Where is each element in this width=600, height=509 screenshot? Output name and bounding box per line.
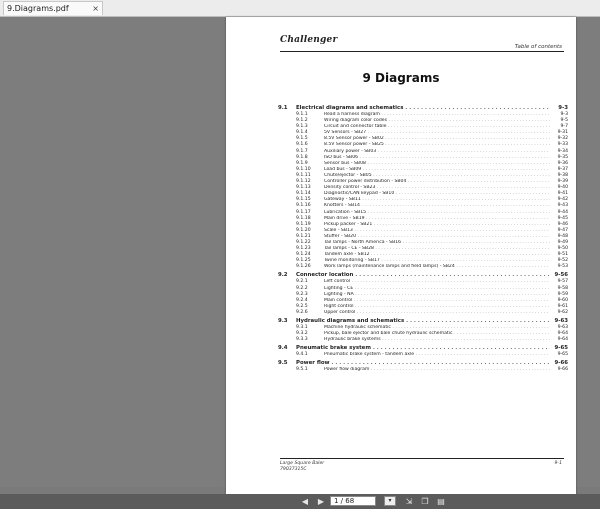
toc-title: Auxiliary power - SB03 . . . [324,149,550,155]
document-viewer[interactable] [0,17,600,487]
toc-title: 8.5V Sensor power - SB25 . . . [324,142,550,148]
toc-page: 9-53 [557,264,568,270]
toc-page: 9-49 [557,239,568,245]
toc-title: Sensor bus - SB08 . . . [324,161,550,167]
toc-section-row[interactable] [278,270,570,279]
toc-page: 9-3 [560,112,568,117]
fit-page-icon[interactable]: ⇲ [405,497,413,506]
toc-page: 9-44 [557,209,568,215]
toc-section-row[interactable] [278,343,570,352]
toc-page: 9-35 [557,154,568,160]
toc-number: 9.1.3 [296,124,308,130]
toc-page: 9-59 [557,291,568,297]
toc-page: 9-64 [557,331,568,337]
toc-number: 9.5.1 [296,367,308,373]
toc-title: Right control . . . [324,304,550,310]
toc-number: 9.4.1 [296,352,308,358]
toc-title: Hydraulic brake systems . . . [324,337,550,343]
pdf-page [226,17,576,495]
toc-title: Lighting - CE . . . [324,286,550,292]
toc-number: 9.2.3 [296,291,308,297]
toc-page: 9-58 [557,285,568,291]
toc-section-row[interactable] [278,103,570,112]
toc-title: Hydraulic diagrams and schematics . . . [296,316,550,327]
toc-page: 9-37 [557,166,568,172]
toc-title: Pickup packer - SB21 . . . [324,222,550,228]
toc-page: 9-3 [558,105,568,111]
toc-title: Wiring diagram color codes . . . [324,118,550,124]
toc-page: 9-65 [554,345,568,352]
toc-page: 9-50 [557,246,568,252]
toc-number: 9.1.10 [296,166,311,172]
toc-page: 9-40 [557,185,568,191]
toc-page: 9-64 [557,337,568,343]
chevron-down-icon: ▾ [388,497,392,504]
toc-title: Work lamps (maintenance lamps and field lamps) - SB24 . . . [324,264,550,270]
toc-page: 9-31 [557,130,568,136]
toc-number: 9.3.2 [296,331,308,337]
toc-page: 9-5 [560,118,568,124]
toc-number: 9.5 [278,360,288,367]
toc-title: Power flow . . . [296,358,550,369]
toc-number: 9.1.8 [296,154,308,160]
toc-page: 9-46 [557,221,568,227]
toc-number: 9.1.11 [296,172,311,178]
toc-number: 9.1.14 [296,191,311,197]
toc-title: ISO bus - SB06 . . . [324,155,550,161]
toc-title: Tail lamps - North America - SB16 . . . [324,240,550,246]
toc-page: 9-32 [557,136,568,142]
toc-number: 9.1.22 [296,239,311,245]
toc-page: 9-63 [557,325,568,330]
toc-number: 9.2.5 [296,303,308,309]
toc-title: Connector location . . . [296,270,550,281]
toc-title: Chute/ejector - SB05 . . . [324,173,550,179]
toc-title: Pickup, bale ejector and bale chute hydraulic schematic . . . [324,331,550,337]
toc-number: 9.1.16 [296,203,311,209]
toc-number: 9.4 [278,345,288,352]
footer-part-number: 79037315C [280,467,307,472]
table-of-contents [278,103,570,373]
toc-title: Pneumatic brake system . . . [296,343,550,354]
toc-page: 9-41 [557,191,568,197]
toc-number: 9.1.2 [296,118,308,124]
toc-title: Main drive - SB19 . . . [324,216,550,222]
toc-number: 9.1.17 [296,209,311,215]
toc-number: 9.2.4 [296,297,308,303]
toc-page: 9-66 [557,367,568,373]
toc-number: 9.1.15 [296,197,311,203]
toc-title: Electrical diagrams and schematics . . . [296,103,550,114]
document-tab[interactable] [3,1,103,15]
footer-page-number: 9-1 [554,461,562,466]
toc-page: 9-7 [560,124,568,130]
toc-section-row[interactable] [278,358,570,367]
toc-title: Scale - SB13 . . . [324,228,550,234]
toc-number: 9.1.19 [296,221,311,227]
toc-title: Twine monitoring - SB17 . . . [324,258,550,264]
toc-title: Left control . . . [324,279,550,285]
document-icon[interactable]: ▤ [437,497,445,506]
toc-title: 8.5V Sensor power - SB02 . . . [324,136,550,142]
toc-title: Lighting - NA . . . [324,292,550,298]
header-divider [280,51,564,52]
zoom-dropdown[interactable] [384,496,396,506]
copy-icon[interactable]: ❐ [421,497,429,506]
footer-product [280,461,324,473]
toc-number: 9.1 [278,105,288,111]
toc-title: Lubrication - SB15 . . . [324,210,550,216]
toc-number: 9.1.1 [296,112,308,117]
toc-entry-row[interactable] [278,367,570,373]
toc-title: Stuffer - SB20 . . . [324,234,550,240]
toc-page: 9-48 [557,233,568,239]
toc-page: 9-42 [557,197,568,203]
toc-number: 9.1.5 [296,136,308,142]
toc-number: 9.3 [278,318,288,324]
toc-page: 9-56 [554,272,568,279]
toc-number: 9.1.12 [296,179,311,185]
toc-title: Tandem axle - SB12 . . . [324,252,550,258]
toc-page: 9-51 [557,252,568,258]
toc-page: 9-65 [557,352,568,358]
toc-title: Diagnostic/CAN keypad - SB10 . . . [324,191,550,197]
toc-title: Controller power distribution - SB04 . . . [324,179,550,185]
toc-number: 9.2 [278,272,288,279]
brand-logo: Challenger [280,35,338,45]
toc-number: 9.1.18 [296,215,311,221]
toc-number: 9.1.9 [296,160,308,166]
toc-page: 9-34 [557,148,568,154]
toc-page: 9-57 [557,279,568,285]
previous-page-icon[interactable]: ◀ [301,497,309,506]
toc-page: 9-47 [557,227,568,233]
footer-product-name: Large Square Baler [280,461,325,466]
toc-number: 9.1.6 [296,142,308,148]
toc-page: 9-60 [557,297,568,303]
toc-page: 9-43 [557,203,568,209]
toc-number: 9.2.1 [296,279,308,285]
page-number-input[interactable] [330,496,376,506]
toc-title: Power flow diagram . . . [324,367,550,373]
toc-title: Gateway - SB11 . . . [324,197,550,203]
toc-title: Tail lamps - CE - SB28 . . . [324,246,550,252]
toc-page: 9-61 [557,303,568,309]
footer-divider [280,458,564,459]
toc-number: 9.2.2 [296,285,308,291]
toc-page: 9-66 [554,360,568,367]
toc-title: Knotters - SB14 . . . [324,203,550,209]
next-page-icon[interactable]: ▶ [317,497,325,506]
close-tab-icon[interactable]: × [92,4,99,13]
toc-number: 9.1.20 [296,227,311,233]
pdf-toolbar [0,494,600,509]
toc-title: Machine hydraulic schematic . . . [324,325,550,331]
toc-number: 9.1.21 [296,233,311,239]
toc-number: 9.3.1 [296,325,308,330]
toc-number: 9.1.4 [296,130,308,136]
toc-title: 5V Sensors - SB27 . . . [324,130,550,136]
toc-page: 9-52 [557,258,568,264]
toc-page: 9-33 [557,142,568,148]
toc-title: Main control . . . [324,298,550,304]
toc-page: 9-62 [557,309,568,315]
toc-title: Circuit and connector table . . . [324,124,550,130]
toc-number: 9.1.26 [296,264,311,270]
toc-number: 9.2.6 [296,309,308,315]
toc-number: 9.3.3 [296,337,308,343]
page-title: 9 Diagrams [362,71,440,85]
page-indicator: 1 / 68 [334,497,355,505]
toc-number: 9.1.7 [296,148,308,154]
toc-number: 9.1.25 [296,258,311,264]
toc-title: Density control - SB23 . . . [324,185,550,191]
toc-title: Upper control . . . [324,310,550,316]
toc-page: 9-63 [554,318,568,324]
toc-page: 9-38 [557,172,568,178]
toc-page: 9-45 [557,215,568,221]
document-tab-title: 9.Diagrams.pdf [7,4,69,13]
toc-title: Pneumatic brake system - tandem axle . . . [324,352,550,358]
toc-number: 9.1.23 [296,246,311,252]
toc-title: Load bus - SB09 . . . [324,167,550,173]
toc-title: Read a harness diagram . . . [324,112,550,118]
toc-page: 9-36 [557,160,568,166]
toc-page: 9-39 [557,179,568,185]
toc-number: 9.1.13 [296,185,311,191]
toc-number: 9.1.24 [296,252,311,258]
toc-section-row[interactable] [278,316,570,325]
tab-bar [0,0,600,17]
header-section-label: Table of contents [514,44,562,50]
